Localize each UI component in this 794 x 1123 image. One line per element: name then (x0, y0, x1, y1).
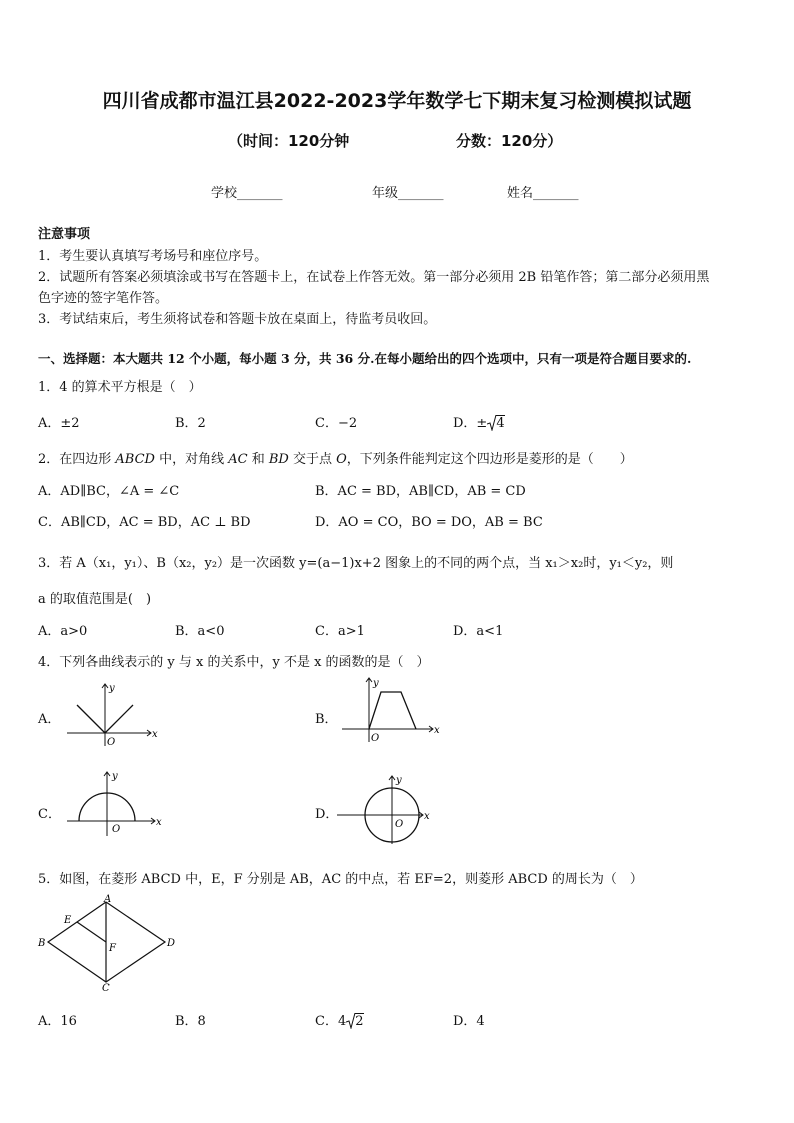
q5-option-d: D．4 (453, 1014, 485, 1029)
q4-option-d: D． (315, 807, 339, 822)
vertex-label-b: B (38, 938, 46, 949)
exam-title: 四川省成都市温江县2022-2023学年数学七下期末复习检测模拟试题 (102, 90, 692, 112)
vertex-label-c: C (102, 983, 110, 993)
origin-label: O (395, 819, 404, 830)
q5-option-b: B．8 (175, 1014, 206, 1029)
q2-option-c: C．AB∥CD，AC = BD，AC ⊥ BD (38, 515, 251, 530)
q1-option-c: C．−2 (315, 416, 358, 431)
q1-stem: 1．4 的算术平方根是（ ） (38, 380, 202, 395)
school-field: 学校_______ (211, 186, 283, 201)
q4-option-b: B． (315, 712, 338, 727)
vertex-label-d: D (167, 938, 176, 949)
q1-option-b: B．2 (175, 416, 206, 431)
q2-stem: 2．在四边形 ABCD 中，对角线 AC 和 BD 交于点 O，下列条件能判定这个四边形是菱形的是（ ） (38, 452, 633, 467)
q5-stem: 5．如图，在菱形 ABCD 中，E，F 分别是 AB，AC 的中点，若 EF=2，则菱形 ABCD 的周长为（ ） (38, 872, 643, 887)
q3-option-c: C．a>1 (315, 624, 365, 639)
q1-option-d: D．± 4 (453, 416, 505, 431)
axis-label-x: x (424, 811, 430, 822)
exam-score: 分数：120分） (456, 132, 563, 150)
q4-stem: 4．下列各曲线表示的 y 与 x 的关系中，y 不是 x 的函数的是（ ） (38, 655, 430, 670)
notice-item: 3．考试结束后，考生须将试卷和答题卡放在桌面上，待监考员收回。 (38, 312, 437, 327)
q4-graph-d (335, 772, 435, 848)
q2-option-b: B．AC = BD，AB∥CD，AB = CD (315, 484, 526, 499)
origin-label: O (112, 824, 121, 835)
vertex-label-a: A (104, 894, 112, 905)
sqrt-symbol (487, 415, 497, 431)
axis-label-x: x (152, 729, 158, 740)
notice-item: 2．试题所有答案必须填涂或书写在答题卡上，在试卷上作答无效。第一部分必须用 2B 铅笔作答；第二部分必须用黑 (38, 270, 710, 285)
notice-item: 1．考生要认真填写考场号和座位序号。 (38, 249, 268, 264)
q4-graph-b (340, 674, 440, 746)
q3-option-b: B．a<0 (175, 624, 225, 639)
grade-field: 年级_______ (372, 186, 444, 201)
q4-option-c: C． (38, 807, 61, 822)
notice-item: 色字迹的签字笔作答。 (38, 291, 169, 306)
q4-graph-a (65, 678, 160, 750)
origin-label: O (107, 737, 116, 748)
q5-option-a: A．16 (38, 1014, 77, 1029)
q3-stem-line1: 3．若 A（x₁，y₁）、B（x₂，y₂）是一次函数 y=(a−1)x+2 图象上的不同的两个点，当 x₁＞x₂时，y₁＜y₂，则 (38, 556, 674, 571)
q4-graph-c (65, 768, 165, 840)
q2-option-d: D．AO = CO，BO = DO，AB = BC (315, 515, 543, 530)
exam-time: （时间：120分钟 (228, 132, 350, 150)
axis-label-y: y (112, 771, 118, 782)
q3-option-a: A．a>0 (38, 624, 88, 639)
origin-label: O (371, 733, 380, 744)
notice-heading: 注意事项 (38, 227, 91, 242)
axis-label-y: y (373, 678, 379, 689)
q5-option-c: C．4 2 (315, 1014, 364, 1029)
q1-option-a: A．±2 (38, 416, 80, 431)
q3-stem-line2: a 的取值范围是( ) (38, 592, 152, 607)
name-field: 姓名_______ (507, 186, 579, 201)
point-label-e: E (64, 915, 72, 926)
point-label-f: F (109, 943, 116, 954)
axis-label-y: y (396, 775, 402, 786)
axis-label-y: y (109, 683, 115, 694)
section-heading: 一、选择题：本大题共 12 个小题，每小题 3 分，共 36 分.在每小题给出的四个选项中，只有一项是符合题目要求的. (38, 351, 692, 366)
q2-option-a: A．AD∥BC，∠A = ∠C (38, 484, 180, 499)
q4-option-a: A． (38, 712, 61, 727)
axis-label-x: x (156, 817, 162, 828)
axis-label-x: x (434, 725, 440, 736)
sqrt-symbol (346, 1013, 356, 1029)
q3-option-d: D．a<1 (453, 624, 504, 639)
q5-rhombus-figure (34, 893, 184, 993)
